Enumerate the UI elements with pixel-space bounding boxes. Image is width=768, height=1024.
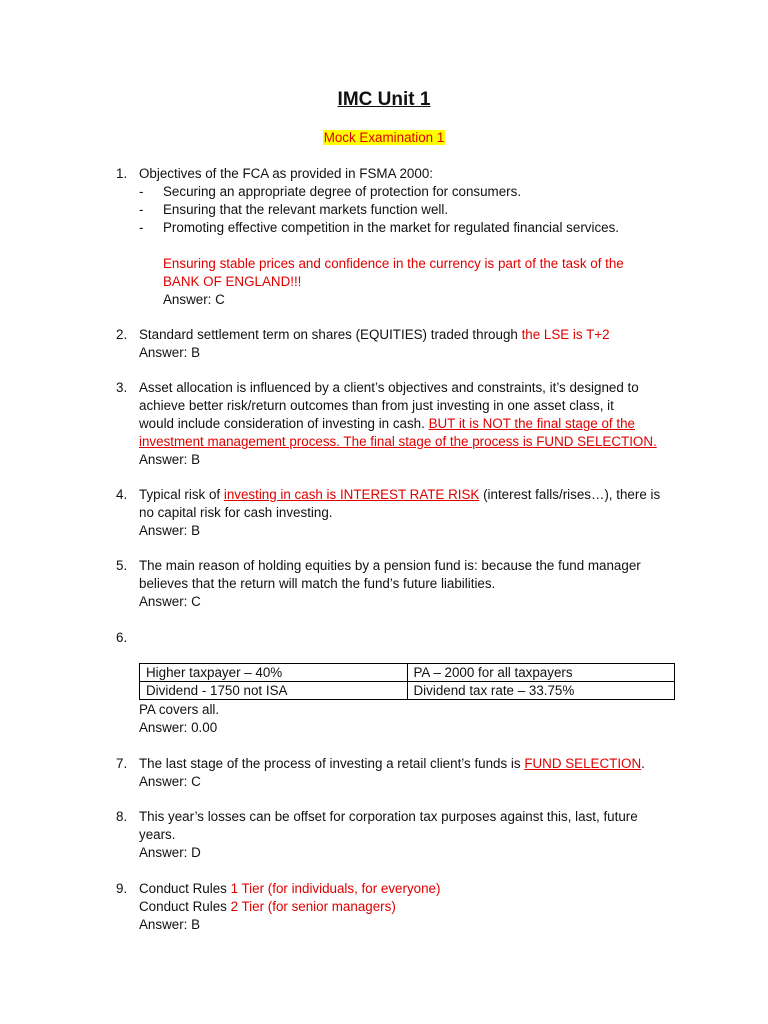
text-segment: Conduct Rules — [139, 899, 231, 914]
note-red: BANK OF ENGLAND!!! — [163, 274, 302, 289]
table-cell: Dividend - 1750 not ISA — [140, 682, 408, 700]
question-text — [139, 898, 676, 916]
question-text: This year’s losses can be offset for corporation tax purposes against this, last, future — [139, 809, 638, 824]
question-5 — [116, 557, 676, 611]
question-number: 4. — [116, 487, 128, 502]
text-segment: The last stage of the process of investing a retail client’s funds is — [139, 756, 525, 771]
document-subtitle: Mock Examination 1 — [323, 130, 445, 145]
text-highlight: investment management process. The final stage of the process is FUND SELECTION. — [139, 434, 657, 449]
bullet-item: - Promoting effective competition in the market for regulated financial services. — [139, 220, 620, 235]
question-3 — [116, 379, 676, 469]
question-2 — [116, 326, 676, 362]
question-text: The main reason of holding equities by a pension fund is: because the fund manager — [139, 558, 641, 573]
question-number: 2. — [116, 327, 128, 342]
answer: Answer: B — [139, 917, 201, 932]
tax-table — [139, 663, 675, 700]
question-text: achieve better risk/return outcomes than from just investing in one asset class, it — [139, 398, 614, 413]
document-title: IMC Unit 1 — [337, 89, 431, 110]
question-text — [139, 755, 676, 773]
question-number: 3. — [116, 380, 128, 395]
bullet-text: Promoting effective competition in the market for regulated financial services. — [163, 220, 620, 235]
question-text — [139, 880, 676, 898]
text-segment: Conduct Rules — [139, 881, 231, 896]
question-text: believes that the return will match the fund’s future liabilities. — [139, 576, 496, 591]
question-text: years. — [139, 827, 176, 842]
text-segment: Typical risk of — [139, 487, 224, 502]
answer: Answer: C — [163, 292, 225, 307]
table-cell: PA – 2000 for all taxpayers — [407, 664, 675, 682]
text-segment: Standard settlement term on shares (EQUITIES) traded through — [139, 327, 522, 342]
answer: Answer: C — [139, 594, 201, 609]
question-6-notes — [116, 701, 676, 737]
answer: Answer: B — [139, 345, 201, 360]
text-highlight: investing in cash is INTEREST RATE RISK — [223, 487, 480, 502]
bullet-text: Securing an appropriate degree of protection for consumers. — [163, 184, 522, 199]
subtitle-wrap — [0, 129, 768, 147]
question-4 — [116, 486, 676, 540]
table-cell: Dividend tax rate – 33.75% — [407, 682, 675, 700]
bullet-item: - Securing an appropriate degree of protection for consumers. — [139, 184, 522, 199]
question-9 — [116, 880, 676, 934]
bullet-item: - Ensuring that the relevant markets function well. — [139, 202, 449, 217]
table-cell: Higher taxpayer – 40% — [140, 664, 408, 682]
question-8 — [116, 808, 676, 862]
text-segment: (interest falls/rises…), there is — [479, 487, 661, 502]
answer: Answer: B — [139, 523, 201, 538]
question-number: 7. — [116, 756, 128, 771]
note: PA covers all. — [139, 702, 220, 717]
text-highlight: 2 Tier (for senior managers) — [230, 899, 396, 914]
answer: Answer: D — [139, 845, 201, 860]
question-number: 1. — [116, 166, 128, 181]
question-text — [139, 415, 676, 433]
question-text — [139, 326, 676, 344]
note-red: Ensuring stable prices and confidence in the currency is part of the task of the — [163, 256, 624, 271]
question-text: no capital risk for cash investing. — [139, 505, 333, 520]
bullet-text: Ensuring that the relevant markets function well. — [163, 202, 449, 217]
table-row — [140, 682, 675, 700]
text-highlight: FUND SELECTION — [524, 756, 642, 771]
table-row — [140, 664, 675, 682]
question-text: Objectives of the FCA as provided in FSMA 2000: — [139, 166, 433, 181]
text-highlight: the LSE is T+2 — [521, 327, 610, 342]
answer: Answer: B — [139, 452, 201, 467]
question-7 — [116, 755, 676, 791]
question-number: 9. — [116, 881, 128, 896]
question-number: 6. — [116, 630, 128, 645]
answer: Answer: 0.00 — [139, 720, 218, 735]
question-1 — [116, 165, 676, 309]
question-number: 5. — [116, 558, 128, 573]
text-highlight: BUT it is NOT the final stage of the — [428, 416, 635, 431]
question-number: 8. — [116, 809, 128, 824]
text-segment: would include consideration of investing in cash. — [139, 416, 429, 431]
text-highlight: 1 Tier (for individuals, for everyone) — [230, 881, 441, 896]
question-text: Asset allocation is influenced by a client’s objectives and constraints, it’s designed to — [139, 380, 639, 395]
question-text — [139, 486, 676, 504]
text-segment: . — [641, 756, 645, 771]
answer: Answer: C — [139, 774, 201, 789]
